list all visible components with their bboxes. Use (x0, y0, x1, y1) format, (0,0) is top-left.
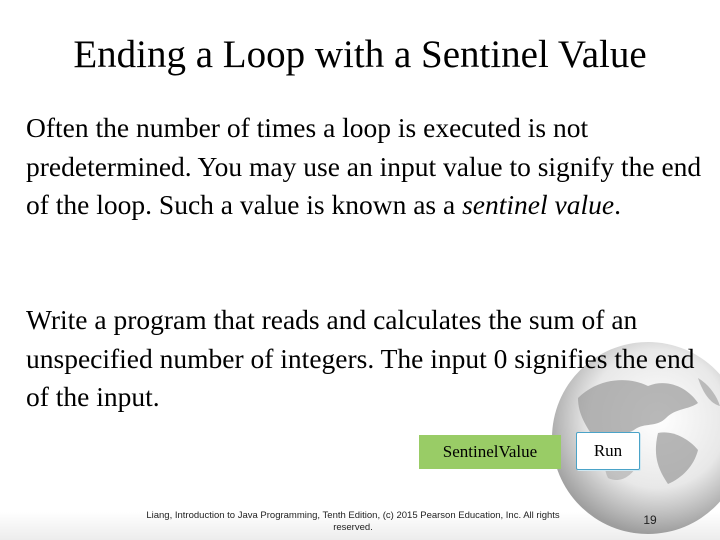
paragraph-sentinel-definition (26, 109, 706, 225)
paragraph-punctuation: . (614, 189, 621, 220)
run-button[interactable]: Run (576, 432, 640, 470)
paragraph-program-task: Write a program that reads and calculates the sum of an unspecified number of integers. The input 0 signifies the end of the input. (26, 304, 695, 412)
footer-copyright: Liang, Introduction to Java Programming, Tenth Edition, (c) 2015 Pearson Education, Inc. All rights reserved. (146, 510, 560, 533)
paragraph-text: Often the number of times a loop is executed is not predetermined. You may use an input value to signify the end of the loop. Such a value is known as a (26, 112, 702, 220)
page-number: 19 (643, 513, 657, 527)
emphasized-term: sentinel value (462, 189, 615, 220)
slide-title: Ending a Loop with a Sentinel Value (73, 33, 647, 76)
sentinel-value-button[interactable]: SentinelValue (419, 435, 561, 469)
